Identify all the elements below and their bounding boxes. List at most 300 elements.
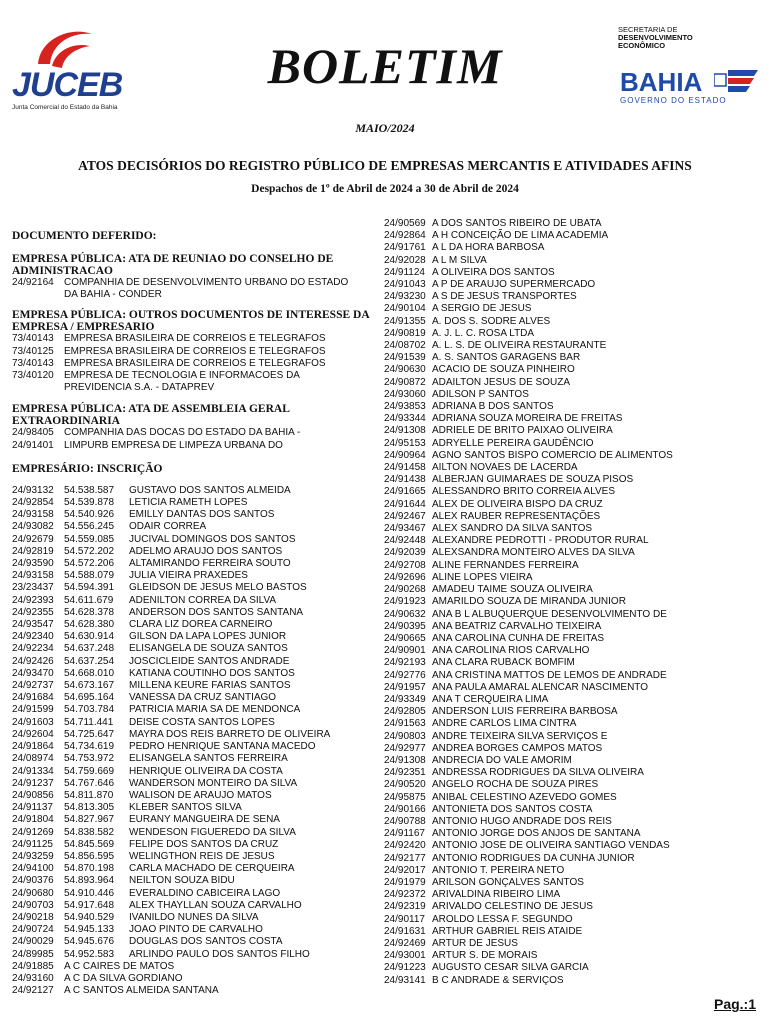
entry-name: ANDERSON DOS SANTOS SANTANA — [129, 606, 304, 618]
list-item — [384, 670, 764, 682]
entry-code: 24/90803 — [384, 730, 426, 742]
list-item — [12, 440, 374, 452]
entry-name: ALEXSANDRA MONTEIRO ALVES DA SILVA — [432, 547, 635, 559]
list-item — [384, 975, 764, 987]
entry-code: 24/90376 — [12, 875, 54, 887]
entry-code: 24/90218 — [12, 911, 54, 923]
entry-name: CARLA MACHADO DE CERQUEIRA — [129, 863, 295, 875]
list-item — [12, 692, 374, 704]
list-item — [384, 889, 764, 901]
list-item — [384, 377, 764, 389]
entry-name: JOSCICLEIDE SANTOS ANDRADE — [129, 655, 290, 667]
entry-name: NEILTON SOUZA BIDU — [129, 875, 235, 887]
entry-number: 54.813.305 — [64, 802, 115, 814]
list-item — [384, 962, 764, 974]
list-item — [12, 509, 374, 521]
entry-code: 24/90901 — [384, 645, 426, 657]
entry-code: 24/91308 — [384, 425, 426, 437]
list-item — [384, 731, 764, 743]
entry-number: 54.845.569 — [64, 838, 115, 850]
entry-code: 24/90872 — [384, 376, 426, 388]
entry-name: EMILLY DANTAS DOS SANTOS — [129, 509, 275, 521]
entry-code: 24/91223 — [384, 962, 426, 974]
list-item — [384, 291, 764, 303]
juceb-logo-text: JUCEB — [12, 66, 123, 104]
entry-code: 24/91308 — [384, 754, 426, 766]
list-item — [384, 694, 764, 706]
list-item — [12, 790, 374, 802]
list-item — [12, 753, 374, 765]
entry-name: A L DA HORA BARBOSA — [432, 242, 545, 254]
entry-name: A L M SILVA — [432, 254, 487, 266]
entry-name: A DOS SANTOS RIBEIRO DE UBATA — [432, 218, 602, 229]
entry-number: 54.725.647 — [64, 728, 115, 740]
entry-name: GUSTAVO DOS SANTOS ALMEIDA — [129, 484, 291, 496]
entry-name: ODAIR CORREA — [129, 521, 207, 533]
list-item — [12, 582, 374, 594]
entry-code: 24/92977 — [384, 742, 426, 754]
entry-code: 24/91761 — [384, 242, 426, 254]
entry-name: ANDREA BORGES CAMPOS MATOS — [432, 742, 603, 754]
entry-code: 24/93344 — [384, 413, 426, 425]
entry-code: 24/90630 — [384, 364, 426, 376]
entry-code: 24/95875 — [384, 791, 426, 803]
list-item — [384, 413, 764, 425]
entry-number: 54.611.679 — [64, 594, 114, 606]
entry-name: ANA T CERQUEIRA LIMA — [432, 693, 549, 705]
entry-code: 24/95153 — [384, 437, 426, 449]
main-heading: ATOS DECISÓRIOS DO REGISTRO PÚBLICO DE EMPRESAS MERCANTIS E ATIVIDADES AFINS — [78, 158, 692, 173]
entry-name: ADENILTON CORREA DA SILVA — [129, 594, 277, 606]
entry-name: ANDRE TEIXEIRA SILVA SERVIÇOS E — [432, 730, 608, 742]
entry-code: 24/92448 — [384, 535, 426, 547]
entry-code: 24/93082 — [12, 521, 54, 533]
list-item — [384, 255, 764, 267]
list-item — [12, 766, 374, 778]
entry-name: DEISE COSTA SANTOS LOPES — [129, 716, 275, 728]
entry-number: 54.594.391 — [64, 582, 115, 594]
entry-code: 24/92177 — [384, 852, 426, 864]
list-item — [12, 643, 374, 655]
entry-number: 54.893.964 — [64, 875, 115, 887]
entry-code: 24/90166 — [384, 803, 426, 815]
entry-name: MAYRA DOS REIS BARRETO DE OLIVEIRA — [129, 728, 331, 740]
entry-name: ANIBAL CELESTINO AZEVEDO GOMES — [432, 791, 617, 803]
left-column — [12, 220, 374, 997]
list-item — [12, 607, 374, 619]
entry-code: 24/91599 — [12, 704, 54, 716]
entry-code: 24/92355 — [12, 606, 54, 618]
list-item — [12, 656, 374, 668]
entry-code: 24/91665 — [384, 486, 426, 498]
list-item — [384, 535, 764, 547]
entry-name: WALISON DE ARAUJO MATOS — [129, 789, 272, 801]
list-item — [384, 621, 764, 633]
list-item — [12, 546, 374, 558]
bahia-logo — [618, 26, 768, 111]
entry-number: 54.827.967 — [64, 814, 115, 826]
list-item — [384, 486, 764, 498]
entry-number: 54.856.595 — [64, 850, 115, 862]
entry-code: 24/91167 — [384, 828, 425, 840]
entry-number: 54.910.446 — [64, 887, 115, 899]
entry-code: 24/92604 — [12, 728, 54, 740]
entry-name: A. S. SANTOS GARAGENS BAR — [432, 352, 581, 364]
list-item — [12, 888, 374, 900]
list-item — [384, 401, 764, 413]
list-item — [12, 729, 374, 741]
entry-name: A OLIVEIRA DOS SANTOS — [432, 266, 555, 278]
page-number: Pag.:1 — [713, 996, 756, 1012]
entry-code: 24/92679 — [12, 533, 54, 545]
list-item — [12, 619, 374, 631]
entry-code: 24/92696 — [384, 571, 426, 583]
entry-code: 24/91957 — [384, 681, 426, 693]
entry-name: ANA B L ALBUQUERQUE DESENVOLVIMENTO DE — [432, 608, 667, 620]
entry-number: 54.711.441 — [64, 716, 114, 728]
entry-name: ADILSON P SANTOS — [432, 388, 529, 400]
entry-name: B C ANDRADE & SERVIÇOS — [432, 974, 564, 986]
list-item — [12, 485, 374, 497]
entry-code: 24/90569 — [384, 218, 426, 229]
entry-name: ARTUR S. DE MORAIS — [432, 950, 538, 962]
list-item — [384, 609, 764, 621]
list-item — [384, 767, 764, 779]
list-item — [12, 631, 374, 643]
entry-code: 24/90520 — [384, 779, 426, 791]
entry-name: ALINE LOPES VIEIRA — [432, 571, 533, 583]
entry-code: 24/92372 — [384, 889, 426, 901]
entry-code: 24/08974 — [12, 753, 54, 765]
entry-name: CLARA LIZ DOREA CARNEIRO — [129, 619, 273, 631]
entry-number: 54.630.914 — [64, 631, 115, 643]
entry-code: 24/90268 — [384, 584, 426, 596]
secretaria-line-3: ECONÔMICO — [618, 41, 666, 50]
entry-code: 24/91864 — [12, 741, 54, 753]
list-item — [12, 358, 374, 370]
entry-number: 54.767.646 — [64, 777, 115, 789]
inscricao-list-continued — [384, 218, 764, 987]
list-item — [384, 389, 764, 401]
juceb-logo-subtitle: Junta Comercial do Estado da Bahia — [12, 104, 118, 111]
entry-name: WANDERSON MONTEIRO DA SILVA — [129, 777, 298, 789]
entry-name: ANTONIETA DOS SANTOS COSTA — [432, 803, 593, 815]
entry-name: PEDRO HENRIQUE SANTANA MACEDO — [129, 741, 316, 753]
entry-code: 24/90117 — [384, 913, 425, 925]
entry-code: 24/91644 — [384, 498, 426, 510]
entry-code: 24/92017 — [384, 864, 426, 876]
entry-name: ANA CRISTINA MATTOS DE LEMOS DE ANDRADE — [432, 669, 667, 681]
list-item — [384, 547, 764, 559]
section-heading: EMPRESA PÚBLICA: OUTROS DOCUMENTOS DE INTERESSE DA EMPRESA / EMPRESARIO — [12, 309, 369, 334]
list-item — [384, 596, 764, 608]
entry-code: 24/91563 — [384, 718, 426, 730]
entry-number: 54.556.245 — [64, 521, 115, 533]
entry-name: A S DE JESUS TRANSPORTES — [432, 291, 577, 303]
entry-number: 54.870.198 — [64, 863, 115, 875]
entry-name: ALEX RAUBER REPRESENTAÇÕES — [432, 510, 601, 522]
entry-name: A C SANTOS ALMEIDA SANTANA — [64, 985, 219, 997]
entry-code: 24/90665 — [384, 632, 426, 644]
list-item — [384, 682, 764, 694]
entry-code: 73/40125 — [12, 345, 54, 357]
list-item — [384, 474, 764, 486]
list-item — [384, 242, 764, 254]
entry-name: ADRIANA B DOS SANTOS — [432, 401, 554, 413]
entry-code: 24/93470 — [12, 667, 54, 679]
entry-name: ARIVALDINA RIBEIRO LIMA — [432, 889, 561, 901]
entry-code: 24/94100 — [12, 863, 54, 875]
entry-name: ANA CAROLINA CUNHA DE FREITAS — [432, 632, 605, 644]
entry-code: 24/91355 — [384, 315, 426, 327]
entry-code: 24/90395 — [384, 620, 426, 632]
list-item — [12, 668, 374, 680]
entry-code: 24/92805 — [384, 706, 426, 718]
entry-name: ARLINDO PAULO DOS SANTOS FILHO — [129, 948, 310, 960]
entry-name: EMPRESA BRASILEIRA DE CORREIOS E TELEGRAFOS — [64, 345, 326, 357]
entry-code: 24/93590 — [12, 558, 54, 570]
list-item — [384, 853, 764, 865]
list-item — [12, 827, 374, 839]
entry-code: 24/90724 — [12, 924, 54, 936]
entry-code: 24/92393 — [12, 594, 54, 606]
entry-code: 24/92864 — [384, 230, 426, 242]
entry-code: 24/92028 — [384, 254, 426, 266]
entry-number: 54.572.206 — [64, 558, 115, 570]
list-item — [12, 570, 374, 582]
list-item — [12, 802, 374, 814]
list-item — [384, 755, 764, 767]
entry-name: ARILSON GONÇALVES SANTOS — [432, 876, 584, 888]
entry-name: VANESSA DA CRUZ SANTIAGO — [129, 692, 277, 704]
entry-code: 24/92340 — [12, 631, 54, 643]
entry-number: 54.838.582 — [64, 826, 115, 838]
entry-number: 54.940.529 — [64, 911, 115, 923]
list-item — [12, 851, 374, 863]
list-item — [12, 717, 374, 729]
list-item — [384, 901, 764, 913]
entry-name: AGNO SANTOS BISPO COMERCIO DE ALIMENTOS — [432, 449, 673, 461]
entry-code: 24/93141 — [384, 974, 426, 986]
entry-code: 24/92776 — [384, 669, 426, 681]
entry-name: ANTONIO HUGO ANDRADE DOS REIS — [432, 815, 612, 827]
entry-name: AUGUSTO CESAR SILVA GARCIA — [432, 962, 589, 974]
entry-name: A C CAIRES DE MATOS — [64, 960, 175, 972]
bahia-logo-text: BAHIA — [620, 67, 703, 97]
entry-name: EMPRESA BRASILEIRA DE CORREIOS E TELEGRAFOS — [64, 333, 326, 345]
entry-name: MILLENA KEURE FARIAS SANTOS — [129, 680, 291, 692]
entry-number: 54.637.254 — [64, 655, 115, 667]
entry-name: A. L. S. DE OLIVEIRA RESTAURANTE — [432, 340, 607, 352]
entry-name: ALTAMIRANDO FERREIRA SOUTO — [129, 558, 291, 570]
list-item — [384, 572, 764, 584]
entry-code: 24/91237 — [12, 777, 54, 789]
entry-name: WENDESON FIGUEREDO DA SILVA — [129, 826, 296, 838]
entry-name: LIMPURB EMPRESA DE LIMPEZA URBANA DO — [64, 439, 283, 451]
list-item — [384, 938, 764, 950]
list-item — [12, 497, 374, 509]
entry-code: 24/90029 — [12, 936, 54, 948]
entry-code: 24/91401 — [12, 439, 54, 451]
list-item — [384, 499, 764, 511]
entry-code: 24/93467 — [384, 523, 426, 535]
entry-code: 24/93547 — [12, 619, 54, 631]
entry-code: 24/92164 — [12, 277, 54, 288]
entry-code: 24/92127 — [12, 985, 54, 997]
issue-date: MAIO/2024 — [355, 121, 415, 135]
entry-name: KLEBER SANTOS SILVA — [129, 802, 242, 814]
entry-code: 24/90104 — [384, 303, 426, 315]
list-item — [12, 973, 374, 985]
list-item — [12, 277, 374, 301]
entry-code: 24/91539 — [384, 352, 426, 364]
list-item — [384, 438, 764, 450]
entry-number: 54.917.648 — [64, 899, 115, 911]
list-item — [384, 364, 764, 376]
entry-name: ALINE FERNANDES FERREIRA — [432, 559, 579, 571]
list-item — [12, 924, 374, 936]
entry-code: 24/91137 — [12, 802, 53, 814]
entry-name: AMADEU TAIME SOUZA OLIVEIRA — [432, 584, 593, 596]
list-item — [12, 370, 374, 394]
entry-number: 54.753.972 — [64, 753, 115, 765]
entry-code: 24/91438 — [384, 474, 426, 486]
entry-name: ALEX SANDRO DA SILVA SANTOS — [432, 523, 593, 535]
entry-number: 54.628.380 — [64, 619, 115, 631]
entry-name: A C DA SILVA GORDIANO — [64, 972, 183, 984]
list-item — [384, 340, 764, 352]
entry-name: ALEX DE OLIVEIRA BISPO DA CRUZ — [432, 498, 603, 510]
entry-name: ANDERSON LUIS FERREIRA BARBOSA — [432, 706, 618, 718]
entry-name: A. J. L. C. ROSA LTDA — [432, 327, 535, 339]
list-item — [384, 804, 764, 816]
entry-name: ADELMO ARAUJO DOS SANTOS — [129, 545, 283, 557]
entry-number: 54.952.583 — [64, 948, 115, 960]
bahia-flag-icon — [714, 66, 758, 96]
list-item — [384, 218, 764, 230]
entry-code: 24/92467 — [384, 510, 426, 522]
list-item — [384, 267, 764, 279]
entry-number: 54.637.248 — [64, 643, 115, 655]
entry-code: 24/92039 — [384, 547, 426, 559]
entry-name: A H CONCEIÇÃO DE LIMA ACADEMIA — [432, 230, 609, 242]
entry-name: JUCIVAL DOMINGOS DOS SANTOS — [129, 533, 296, 545]
list-item — [12, 863, 374, 875]
entry-name: EVERALDINO CABICEIRA LAGO — [129, 887, 281, 899]
entry-name: ELISANGELA DE SOUZA SANTOS — [129, 643, 288, 655]
list-item — [384, 560, 764, 572]
entry-code: 24/92234 — [12, 643, 54, 655]
list-item — [384, 584, 764, 596]
entry-name: LETICIA RAMETH LOPES — [129, 497, 248, 509]
list-item — [12, 839, 374, 851]
list-item — [12, 346, 374, 358]
entry-name: AROLDO LESSA F. SEGUNDO — [432, 913, 573, 925]
entry-name: ANDRECIA DO VALE AMORIM — [432, 754, 572, 766]
list-item — [384, 279, 764, 291]
entry-name: A. DOS S. SODRE ALVES — [432, 315, 551, 327]
entry-code: 24/92420 — [384, 840, 426, 852]
list-item — [384, 657, 764, 669]
entry-code: 24/89985 — [12, 948, 54, 960]
entry-code: 24/98405 — [12, 427, 54, 439]
right-column — [384, 218, 764, 987]
entry-name: ADAILTON JESUS DE SOUZA — [432, 376, 570, 388]
entry-name: ANTONIO JOSE DE OLIVEIRA SANTIAGO VENDAS — [432, 840, 670, 852]
entry-code: 24/91885 — [12, 960, 54, 972]
entry-code: 24/93060 — [384, 388, 426, 400]
entry-code: 24/91334 — [12, 765, 54, 777]
list-item — [384, 706, 764, 718]
list-item — [12, 680, 374, 692]
list-item — [384, 511, 764, 523]
entry-code: 24/91631 — [384, 925, 426, 937]
entry-code: 24/90788 — [384, 815, 426, 827]
list-item — [12, 427, 374, 439]
entry-name: ANTONIO T. PEREIRA NETO — [432, 864, 565, 876]
entry-code: 24/91804 — [12, 814, 54, 826]
entry-name: COMPANHIA DE DESENVOLVIMENTO URBANO DO ESTADO DA BAHIA - CONDER — [64, 277, 349, 301]
list-item — [384, 914, 764, 926]
entry-code: 24/90964 — [384, 449, 426, 461]
list-item — [384, 718, 764, 730]
list-item — [12, 521, 374, 533]
entry-number: 54.673.167 — [64, 680, 115, 692]
entry-code: 24/93158 — [12, 509, 54, 521]
entry-name: ALBERJAN GUIMARAES DE SOUZA PISOS — [432, 474, 634, 486]
entry-number: 54.539.878 — [64, 497, 115, 509]
entry-number: 54.695.164 — [64, 692, 115, 704]
entry-name: JOAO PINTO DE CARVALHO — [129, 924, 263, 936]
list-item — [384, 462, 764, 474]
entry-name: AILTON NOVAES DE LACERDA — [432, 462, 578, 474]
section-heading: EMPRESA PÚBLICA: ATA DE REUNIAO DO CONSELHO DE ADMINISTRACAO — [12, 253, 334, 277]
entry-name: ANGELO ROCHA DE SOUZA PIRES — [432, 779, 599, 791]
list-item — [12, 961, 374, 973]
entry-name: GILSON DA LAPA LOPES JUNIOR — [129, 631, 287, 643]
entry-code: 73/40143 — [12, 357, 54, 369]
entry-name: FELIPE DOS SANTOS DA CRUZ — [129, 838, 279, 850]
entry-number: 54.538.587 — [64, 484, 115, 496]
list-item — [12, 704, 374, 716]
entry-name: COMPANHIA DAS DOCAS DO ESTADO DA BAHIA - — [64, 427, 301, 439]
list-item — [384, 352, 764, 364]
list-item — [384, 828, 764, 840]
entry-name: GLEIDSON DE JESUS MELO BASTOS — [129, 582, 307, 594]
entry-code: 23/23437 — [12, 582, 54, 594]
list-item — [384, 779, 764, 791]
entry-name: A P DE ARAUJO SUPERMERCADO — [432, 279, 596, 291]
list-item — [12, 985, 374, 997]
entry-code: 24/90856 — [12, 789, 54, 801]
list-item — [12, 912, 374, 924]
entry-name: PATRICIA MARIA SA DE MENDONCA — [129, 704, 301, 716]
entry-code: 24/93158 — [12, 570, 54, 582]
entry-name: EMPRESA DE TECNOLOGIA E INFORMACOES DA PREVIDENCIA S.A. - DATAPREV — [64, 370, 300, 394]
list-item — [384, 792, 764, 804]
entry-number: 54.559.085 — [64, 533, 115, 545]
list-item — [12, 814, 374, 826]
entry-number: 54.759.669 — [64, 765, 115, 777]
entry-code: 24/08702 — [384, 340, 426, 352]
list-item — [384, 840, 764, 852]
entry-code: 24/91458 — [384, 462, 426, 474]
list-item — [12, 558, 374, 570]
list-item — [384, 316, 764, 328]
entry-name: ANTONIO RODRIGUES DA CUNHA JUNIOR — [432, 852, 635, 864]
entry-name: ADRIANA SOUZA MOREIRA DE FREITAS — [432, 413, 623, 425]
entry-number: 54.945.133 — [64, 924, 115, 936]
